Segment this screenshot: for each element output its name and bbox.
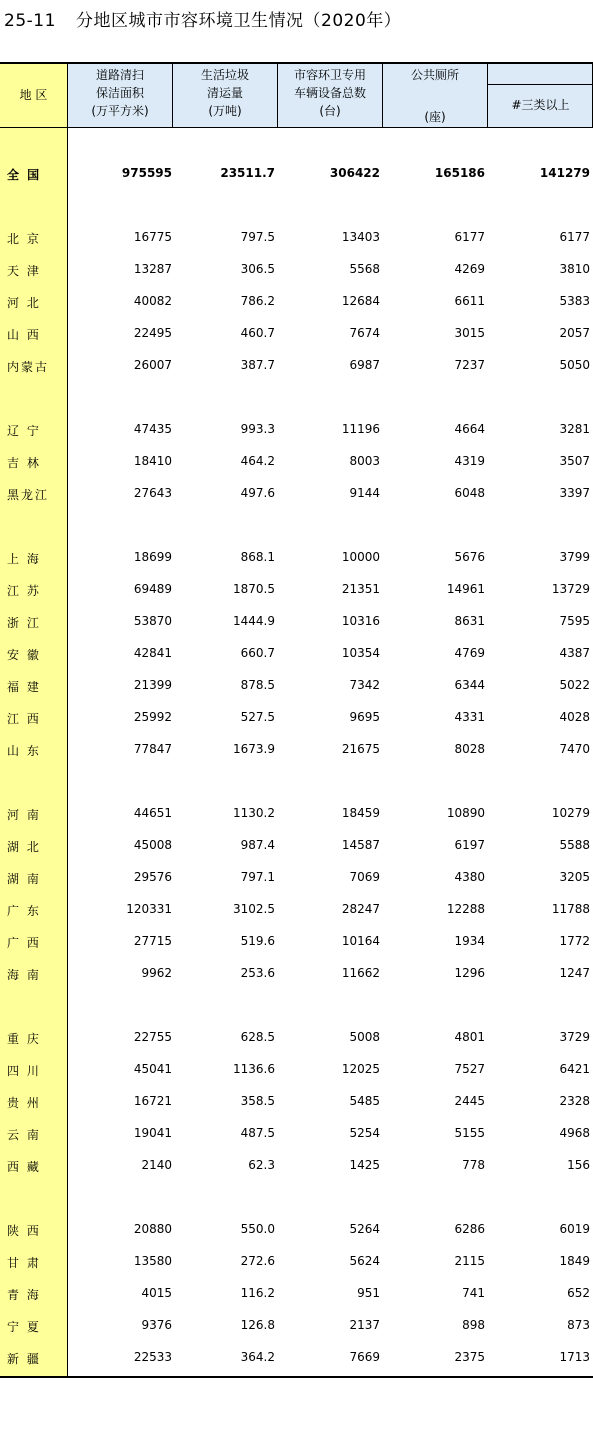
sanitation-vehicles-cell: 7674	[349, 326, 380, 340]
street-cleaning-area-cell: 22495	[133, 326, 172, 340]
garbage-volume-cell: 272.6	[240, 1254, 275, 1268]
street-cleaning-area-cell: 13287	[133, 262, 172, 276]
header-col4-group: 公共厕所	[410, 68, 459, 82]
garbage-volume-cell: 797.1	[240, 870, 275, 884]
garbage-volume-cell: 116.2	[240, 1286, 275, 1300]
sanitation-vehicles-cell: 11196	[341, 422, 380, 436]
region-name: 安 徽	[7, 648, 41, 662]
region-name: 西 藏	[7, 1160, 41, 1174]
public-toilets-cell: 4801	[454, 1030, 485, 1044]
street-cleaning-area-cell: 40082	[133, 294, 172, 308]
garbage-volume-cell: 993.3	[240, 422, 275, 436]
sanitation-vehicles-cell: 11662	[341, 966, 380, 980]
table-row	[0, 1246, 593, 1278]
region-name: 浙 江	[7, 616, 41, 630]
header-col3-line2: 车辆设备总数	[293, 86, 366, 100]
public-toilets-cell: 12288	[446, 902, 485, 916]
street-cleaning-area-cell: 16721	[133, 1094, 172, 1108]
region-divider	[67, 62, 68, 1376]
page-title	[4, 6, 401, 31]
header-col3-line1: 市容环卫专用	[293, 68, 366, 82]
toilets-class3-plus-cell: 3397	[559, 486, 590, 500]
public-toilets-cell: 2375	[454, 1350, 485, 1364]
public-toilets-cell: 3015	[454, 326, 485, 340]
region-name: 甘 肃	[7, 1256, 41, 1270]
garbage-volume-cell: 1673.9	[233, 742, 275, 756]
public-toilets-cell: 4319	[454, 454, 485, 468]
toilets-class3-plus-cell: 3205	[559, 870, 590, 884]
header-col3	[278, 66, 382, 120]
street-cleaning-area-cell: 53870	[133, 614, 172, 628]
public-toilets-cell: 2115	[454, 1254, 485, 1268]
sanitation-vehicles-cell: 10316	[341, 614, 380, 628]
toilets-class3-plus-cell: 11788	[551, 902, 590, 916]
sanitation-vehicles-cell: 13403	[341, 230, 380, 244]
region-name: 内蒙古	[7, 360, 50, 374]
street-cleaning-area-cell: 2140	[141, 1158, 172, 1172]
table-row	[0, 638, 593, 670]
toilets-class3-plus-cell: 3507	[559, 454, 590, 468]
sanitation-vehicles-cell: 8003	[349, 454, 380, 468]
table-row	[0, 1278, 593, 1310]
public-toilets-cell: 4664	[454, 422, 485, 436]
garbage-volume-cell: 1136.6	[233, 1062, 275, 1076]
sanitation-vehicles-cell: 18459	[341, 806, 380, 820]
toilets-class3-plus-cell: 141279	[539, 166, 590, 180]
sanitation-vehicles-cell: 12025	[341, 1062, 380, 1076]
table-row	[0, 350, 593, 382]
table-row	[0, 894, 593, 926]
public-toilets-cell: 741	[462, 1286, 485, 1300]
toilets-class3-plus-cell: 7470	[559, 742, 590, 756]
region-name: 海 南	[7, 968, 41, 982]
street-cleaning-area-cell: 22533	[133, 1350, 172, 1364]
header-col2-line1: 生活垃圾	[200, 68, 249, 82]
public-toilets-cell: 6197	[454, 838, 485, 852]
toilets-class3-plus-cell: 1849	[559, 1254, 590, 1268]
street-cleaning-area-cell: 26007	[133, 358, 172, 372]
sanitation-vehicles-cell: 1425	[349, 1158, 380, 1172]
table-row	[0, 1214, 593, 1246]
region-name: 新 疆	[7, 1352, 41, 1366]
public-toilets-cell: 4769	[454, 646, 485, 660]
region-name: 天 津	[7, 264, 41, 278]
garbage-volume-cell: 23511.7	[220, 166, 275, 180]
public-toilets-cell: 8028	[454, 742, 485, 756]
street-cleaning-area-cell: 13580	[133, 1254, 172, 1268]
table-row	[0, 1342, 593, 1374]
table-row	[0, 606, 593, 638]
sanitation-vehicles-cell: 12684	[341, 294, 380, 308]
public-toilets-cell: 6611	[454, 294, 485, 308]
table-row	[0, 414, 593, 446]
public-toilets-cell: 6286	[454, 1222, 485, 1236]
sanitation-vehicles-cell: 14587	[341, 838, 380, 852]
street-cleaning-area-cell: 20880	[133, 1222, 172, 1236]
public-toilets-cell: 6177	[454, 230, 485, 244]
table-code: 25-11	[4, 11, 56, 31]
region-name: 山 西	[7, 328, 41, 342]
public-toilets-cell: 6048	[454, 486, 485, 500]
header-col1-line2: 保洁面积	[95, 86, 144, 100]
garbage-volume-cell: 464.2	[240, 454, 275, 468]
region-name: 上 海	[7, 552, 41, 566]
public-toilets-cell: 1296	[454, 966, 485, 980]
table-row	[0, 798, 593, 830]
region-name: 吉 林	[7, 456, 41, 470]
toilets-class3-plus-cell: 2328	[559, 1094, 590, 1108]
table-row	[0, 254, 593, 286]
header-divider	[172, 62, 173, 128]
header-col2-line2: 清运量	[206, 86, 243, 100]
table-row	[0, 1022, 593, 1054]
table-row	[0, 1086, 593, 1118]
table-row	[0, 574, 593, 606]
garbage-volume-cell: 628.5	[240, 1030, 275, 1044]
table-row	[0, 862, 593, 894]
header-col4-unit: (座)	[424, 110, 446, 124]
street-cleaning-area-cell: 77847	[133, 742, 172, 756]
toilets-class3-plus-cell: 5383	[559, 294, 590, 308]
street-cleaning-area-cell: 45008	[133, 838, 172, 852]
region-name: 辽 宁	[7, 424, 41, 438]
garbage-volume-cell: 1870.5	[233, 582, 275, 596]
street-cleaning-area-cell: 19041	[133, 1126, 172, 1140]
garbage-volume-cell: 527.5	[240, 710, 275, 724]
table-row	[0, 1150, 593, 1182]
toilets-class3-plus-cell: 10279	[551, 806, 590, 820]
region-name: 江 苏	[7, 584, 41, 598]
sanitation-vehicles-cell: 306422	[329, 166, 380, 180]
garbage-volume-cell: 1130.2	[233, 806, 275, 820]
region-name: 四 川	[7, 1064, 41, 1078]
header-divider	[277, 62, 278, 128]
toilets-class3-plus-cell: 3810	[559, 262, 590, 276]
public-toilets-cell: 7527	[454, 1062, 485, 1076]
street-cleaning-area-cell: 120331	[126, 902, 172, 916]
header-region: 地 区	[19, 88, 48, 102]
public-toilets-cell: 8631	[454, 614, 485, 628]
region-name: 湖 南	[7, 872, 41, 886]
header-col1-line1: 道路清扫	[95, 68, 144, 82]
public-toilets-cell: 7237	[454, 358, 485, 372]
toilets-class3-plus-cell: 5050	[559, 358, 590, 372]
sanitation-vehicles-cell: 5254	[349, 1126, 380, 1140]
region-name: 山 东	[7, 744, 41, 758]
table-row	[0, 478, 593, 510]
toilets-class3-plus-cell: 13729	[551, 582, 590, 596]
toilets-class3-plus-cell: 1772	[559, 934, 590, 948]
sanitation-vehicles-cell: 21675	[341, 742, 380, 756]
public-toilets-cell: 4380	[454, 870, 485, 884]
header-col1	[68, 66, 172, 120]
public-toilets-cell: 165186	[434, 166, 485, 180]
public-toilets-cell: 1934	[454, 934, 485, 948]
toilets-class3-plus-cell: 3799	[559, 550, 590, 564]
street-cleaning-area-cell: 45041	[133, 1062, 172, 1076]
sanitation-vehicles-cell: 10354	[341, 646, 380, 660]
sanitation-vehicles-cell: 2137	[349, 1318, 380, 1332]
sanitation-vehicles-cell: 5008	[349, 1030, 380, 1044]
garbage-volume-cell: 62.3	[248, 1158, 275, 1172]
table-row	[0, 830, 593, 862]
table-row	[0, 702, 593, 734]
sanitation-vehicles-cell: 21351	[341, 582, 380, 596]
table-row	[0, 222, 593, 254]
region-name: 黑龙江	[7, 488, 50, 502]
header-bottom-rule	[0, 127, 593, 128]
street-cleaning-area-cell: 18410	[133, 454, 172, 468]
garbage-volume-cell: 487.5	[240, 1126, 275, 1140]
region-name: 陕 西	[7, 1224, 41, 1238]
region-name: 湖 北	[7, 840, 41, 854]
toilets-class3-plus-cell: 2057	[559, 326, 590, 340]
region-name: 北 京	[7, 232, 41, 246]
street-cleaning-area-cell: 9962	[141, 966, 172, 980]
table-title: 分地区城市市容环境卫生情况（2020年）	[76, 11, 402, 31]
street-cleaning-area-cell: 22755	[133, 1030, 172, 1044]
table-row	[0, 542, 593, 574]
sanitation-vehicles-cell: 7342	[349, 678, 380, 692]
public-toilets-cell: 4331	[454, 710, 485, 724]
toilets-class3-plus-cell: 1713	[559, 1350, 590, 1364]
garbage-volume-cell: 1444.9	[233, 614, 275, 628]
sanitation-vehicles-cell: 5485	[349, 1094, 380, 1108]
garbage-volume-cell: 387.7	[240, 358, 275, 372]
region-name: 重 庆	[7, 1032, 41, 1046]
street-cleaning-area-cell: 25992	[133, 710, 172, 724]
toilets-class3-plus-cell: 4028	[559, 710, 590, 724]
garbage-volume-cell: 497.6	[240, 486, 275, 500]
toilets-class3-plus-cell: 7595	[559, 614, 590, 628]
region-name: 全 国	[7, 168, 42, 182]
toilets-class3-plus-cell: 652	[567, 1286, 590, 1300]
table-row	[0, 1054, 593, 1086]
table-row	[0, 1118, 593, 1150]
toilets-class3-plus-cell: 3729	[559, 1030, 590, 1044]
garbage-volume-cell: 358.5	[240, 1094, 275, 1108]
street-cleaning-area-cell: 4015	[141, 1286, 172, 1300]
garbage-volume-cell: 786.2	[240, 294, 275, 308]
street-cleaning-area-cell: 69489	[133, 582, 172, 596]
table-row	[0, 670, 593, 702]
public-toilets-cell: 778	[462, 1158, 485, 1172]
street-cleaning-area-cell: 16775	[133, 230, 172, 244]
region-name: 广 西	[7, 936, 41, 950]
region-name: 河 北	[7, 296, 41, 310]
sanitation-vehicles-cell: 9695	[349, 710, 380, 724]
sanitation-vehicles-cell: 5624	[349, 1254, 380, 1268]
garbage-volume-cell: 797.5	[240, 230, 275, 244]
table-row	[0, 446, 593, 478]
public-toilets-cell: 6344	[454, 678, 485, 692]
sanitation-vehicles-cell: 5264	[349, 1222, 380, 1236]
public-toilets-cell: 10890	[446, 806, 485, 820]
garbage-volume-cell: 306.5	[240, 262, 275, 276]
street-cleaning-area-cell: 975595	[121, 166, 172, 180]
table-row	[0, 318, 593, 350]
garbage-volume-cell: 868.1	[240, 550, 275, 564]
public-toilets-cell: 14961	[446, 582, 485, 596]
sanitation-vehicles-cell: 28247	[341, 902, 380, 916]
garbage-volume-cell: 878.5	[240, 678, 275, 692]
region-name: 宁 夏	[7, 1320, 41, 1334]
toilets-class3-plus-cell: 6177	[559, 230, 590, 244]
header-divider	[487, 62, 488, 128]
table-row	[0, 286, 593, 318]
sanitation-vehicles-cell: 5568	[349, 262, 380, 276]
garbage-volume-cell: 253.6	[240, 966, 275, 980]
street-cleaning-area-cell: 21399	[133, 678, 172, 692]
public-toilets-cell: 898	[462, 1318, 485, 1332]
toilets-class3-plus-cell: 4387	[559, 646, 590, 660]
toilet-subheader-rule	[487, 84, 593, 85]
street-cleaning-area-cell: 9376	[141, 1318, 172, 1332]
sanitation-vehicles-cell: 7069	[349, 870, 380, 884]
table-bottom-rule	[0, 1376, 593, 1378]
header-col5: #三类以上	[511, 98, 570, 112]
garbage-volume-cell: 364.2	[240, 1350, 275, 1364]
table-row	[0, 926, 593, 958]
toilets-class3-plus-cell: 3281	[559, 422, 590, 436]
region-name: 青 海	[7, 1288, 41, 1302]
public-toilets-cell: 5155	[454, 1126, 485, 1140]
header-col1-line3: (万平方米)	[91, 104, 149, 118]
sanitation-vehicles-cell: 951	[357, 1286, 380, 1300]
table-row	[0, 734, 593, 766]
garbage-volume-cell: 460.7	[240, 326, 275, 340]
sanitation-vehicles-cell: 10000	[341, 550, 380, 564]
street-cleaning-area-cell: 44651	[133, 806, 172, 820]
header-col2	[173, 66, 277, 120]
toilets-class3-plus-cell: 1247	[559, 966, 590, 980]
street-cleaning-area-cell: 27715	[133, 934, 172, 948]
toilets-class3-plus-cell: 6019	[559, 1222, 590, 1236]
sanitation-vehicles-cell: 6987	[349, 358, 380, 372]
toilets-class3-plus-cell: 5588	[559, 838, 590, 852]
region-name: 贵 州	[7, 1096, 41, 1110]
table-top-rule	[0, 62, 593, 64]
region-name: 云 南	[7, 1128, 41, 1142]
region-name: 河 南	[7, 808, 41, 822]
toilets-class3-plus-cell: 873	[567, 1318, 590, 1332]
garbage-volume-cell: 3102.5	[233, 902, 275, 916]
table-row	[0, 1310, 593, 1342]
region-name: 江 西	[7, 712, 41, 726]
national-total-row	[0, 158, 593, 190]
public-toilets-cell: 5676	[454, 550, 485, 564]
garbage-volume-cell: 987.4	[240, 838, 275, 852]
garbage-volume-cell: 126.8	[240, 1318, 275, 1332]
street-cleaning-area-cell: 18699	[133, 550, 172, 564]
public-toilets-cell: 2445	[454, 1094, 485, 1108]
public-toilets-cell: 4269	[454, 262, 485, 276]
toilets-class3-plus-cell: 156	[567, 1158, 590, 1172]
sanitation-vehicles-cell: 9144	[349, 486, 380, 500]
street-cleaning-area-cell: 42841	[133, 646, 172, 660]
header-col3-line3: (台)	[319, 104, 341, 118]
toilets-class3-plus-cell: 6421	[559, 1062, 590, 1076]
table-row	[0, 958, 593, 990]
header-col2-line3: (万吨)	[208, 104, 242, 118]
region-name: 福 建	[7, 680, 41, 694]
street-cleaning-area-cell: 29576	[133, 870, 172, 884]
sanitation-vehicles-cell: 10164	[341, 934, 380, 948]
street-cleaning-area-cell: 47435	[133, 422, 172, 436]
garbage-volume-cell: 519.6	[240, 934, 275, 948]
garbage-volume-cell: 660.7	[240, 646, 275, 660]
toilets-class3-plus-cell: 5022	[559, 678, 590, 692]
header-divider	[382, 62, 383, 128]
sanitation-vehicles-cell: 7669	[349, 1350, 380, 1364]
region-name: 广 东	[7, 904, 41, 918]
garbage-volume-cell: 550.0	[240, 1222, 275, 1236]
toilets-class3-plus-cell: 4968	[559, 1126, 590, 1140]
street-cleaning-area-cell: 27643	[133, 486, 172, 500]
